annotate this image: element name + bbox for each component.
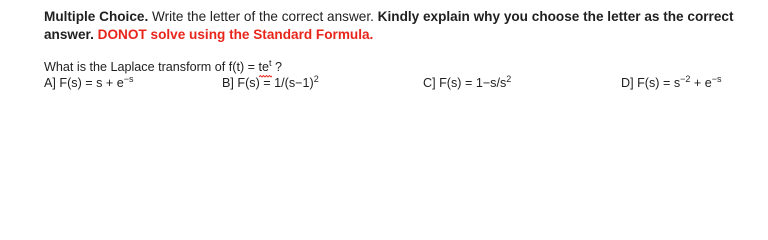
question-function	[259, 59, 270, 75]
choice-c-lead: C] F(s) = 1−s/s	[423, 76, 507, 90]
instructions-block	[44, 8, 760, 44]
question-prefix: What is the Laplace transform of f(t) =	[44, 60, 259, 74]
question-text	[44, 59, 282, 75]
instructions-heading: Multiple Choice.	[44, 9, 149, 24]
question-suffix: ?	[271, 60, 283, 74]
worksheet-page	[0, 0, 768, 111]
choice-b-lead: B] F(s) = 1/(s−1)	[222, 76, 314, 90]
choice-d-exponent: −2	[680, 74, 691, 84]
instructions-emphasis: Kindly explain why you choose the letter as the correct answer.	[44, 9, 734, 42]
choice-a-lead: A] F(s) = s + e	[44, 76, 124, 90]
choice-b-exponent: 2	[313, 74, 319, 84]
function-base: te	[258, 60, 270, 74]
choice-d-lead: D] F(s) = s	[621, 76, 681, 90]
choice-a	[44, 75, 134, 91]
choice-c-exponent: 2	[506, 74, 512, 84]
choice-d-exponent-2: −s	[711, 74, 722, 84]
choice-c	[423, 75, 511, 91]
choice-a-exponent: −s	[123, 74, 134, 84]
choice-d	[621, 75, 722, 91]
instructions-warning: DONOT solve using the Standard Formula.	[93, 27, 374, 42]
choice-d-mid: + e	[690, 76, 712, 90]
choice-b	[222, 75, 319, 91]
instructions-text: Write the letter of the correct answer.	[148, 9, 378, 24]
function-exponent: t	[269, 58, 272, 68]
